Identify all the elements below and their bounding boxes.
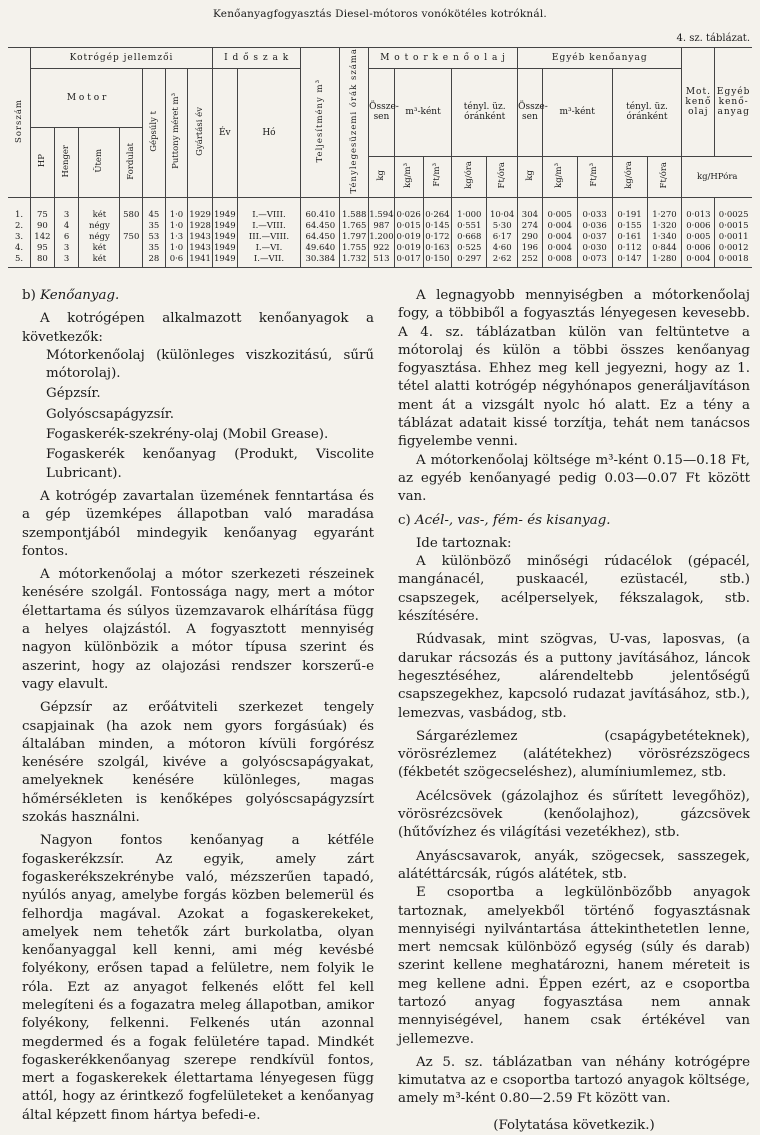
- header-ho: Hó: [237, 69, 301, 198]
- table-cell: 922: [369, 243, 395, 254]
- table-cell: 1·0: [165, 221, 188, 232]
- table-cell: 0·033: [577, 197, 612, 221]
- table-cell: 1949: [212, 197, 237, 221]
- table-cell: 1·270: [647, 197, 682, 221]
- header-m3kent: m³-ként: [394, 69, 452, 157]
- header-egyeb: Egyéb kenőanyag: [518, 48, 682, 69]
- table-cell: 2·62: [487, 254, 518, 268]
- table-cell: 28: [143, 254, 166, 268]
- table-number: 4. sz. táblázat.: [676, 33, 750, 44]
- table-cell: 0·036: [577, 221, 612, 232]
- table-cell: 10·04: [487, 197, 518, 221]
- table-cell: 513: [369, 254, 395, 268]
- table-cell: 3: [54, 197, 79, 221]
- table-cell: 274: [518, 221, 543, 232]
- table-cell: 1949: [212, 254, 237, 268]
- header-idoszak: I d ő s z a k: [212, 48, 300, 69]
- table-cell: 0·668: [452, 232, 487, 243]
- table-cell: III.—VIII.: [237, 232, 301, 243]
- paragraph: Gépzsír az erőátviteli szerkezet tengely csapjainak (ha azok nem gyors forgásúak) és általában minden, a mótoron kívüli forgórész kenésére szolgál, kivéve a golyóscsapágyakat, amelyeknek kenésére különleges, magas hőmérsékleten is kenőképes golyóscsapágyzsírt szokás használni.: [22, 700, 374, 826]
- table-row: [8, 197, 752, 221]
- unit-kgm3-2: kg/m³: [542, 156, 577, 197]
- header-motorkenoolaj: M o t o r k e n ő o l a j: [369, 48, 518, 69]
- table-cell: 0·037: [577, 232, 612, 243]
- table-cell: 0·015: [394, 221, 423, 232]
- table-cell: 1.732: [340, 254, 369, 268]
- table-cell: 0·147: [612, 254, 647, 268]
- paragraph: Nagyon fontos kenőanyag a kétféle fogaskerékzsír. Az egyik, amely zárt fogaskerékszekrénybe való, mézszerűen tapadó, nyúlós anyag, amelybe forgás közben belemerül és felhordja magával. Azokat a fogaskerekeket, amelyek nem tehetők zárt burkolatba, olyan kenőanyaggal kell kenni, ami még kevésbé folyékony, erősen tapad a felületre, nem folyik le róla. Ezt az anyagot felkenés előtt fel kell melegíteni és a fogazatra meleg állapotban, amikor folyékony, felkenni. Felkenés után azonnal megdermed és a fogak felületére tapad. Mindkét fogaskerékkenőanyag szerepe rendkívül fontos, mert a fogaskerekek élettartama lényegesen függ attól, hogy az érintkező fogfelületeket a kenőanyag által képzett finom hártya befedi-e.: [22, 833, 374, 1123]
- header-ossze2: Össze-sen: [518, 69, 543, 157]
- unit-kgora-2: kg/óra: [612, 156, 647, 197]
- table-cell: 252: [518, 254, 543, 268]
- table-row: [8, 254, 752, 268]
- list-item: Gépzsír.: [46, 386, 101, 402]
- header-gyartasi: Gyártási év: [188, 69, 213, 198]
- table-cell: 0·161: [612, 232, 647, 243]
- unit-kg-2: kg: [518, 156, 543, 197]
- paragraph: Anyáscsavarok, anyák, szögecsek, sasszegek, alátéttárcsák, rúgós alátétek, stb.: [398, 848, 750, 882]
- table-cell: 30.384: [301, 254, 340, 268]
- table-title: Kenőanyagfogyasztás Diesel-mótoros vonókötéles kotróknál.: [213, 8, 547, 20]
- table-cell: 1943: [189, 243, 211, 253]
- paragraph: A kotrógépen alkalmazott kenőanyagok a következők:: [22, 311, 374, 345]
- table-cell: 1·3: [165, 232, 188, 243]
- table-cell: két: [79, 243, 120, 254]
- table-cell: 0·0012: [715, 243, 752, 254]
- table-cell: 1·0: [165, 197, 188, 221]
- table-cell: 1.594: [369, 197, 395, 221]
- header-puttony: Puttony méret m³: [165, 69, 188, 198]
- table-cell: 6·17: [487, 232, 518, 243]
- table-cell: 1.797: [340, 232, 369, 243]
- table-cell: 80: [31, 254, 55, 268]
- table-cell: 0·172: [423, 232, 452, 243]
- right-text-column: [398, 287, 750, 1135]
- unit-kg-1: kg: [369, 156, 395, 197]
- table-body: [8, 197, 752, 267]
- header-sorszam: Sorszám: [8, 48, 31, 197]
- table-cell: 4·60: [487, 243, 518, 254]
- table-cell: 0·6: [165, 254, 188, 268]
- list-item: Fogaskerék-szekrény-olaj (Mobil Grease).: [46, 427, 329, 443]
- header-fordulat: Fordulat: [120, 128, 143, 197]
- table-cell: [120, 221, 143, 232]
- header-m3kent2: m³-ként: [542, 69, 612, 157]
- lubricant-consumption-table: [8, 48, 752, 268]
- table-cell: 1949: [213, 243, 236, 253]
- table-row: [8, 221, 752, 232]
- table-cell: 1·280: [647, 254, 682, 268]
- table-cell: 0·030: [577, 243, 612, 254]
- table-cell: 1·0: [165, 243, 188, 254]
- table-cell: [120, 254, 143, 268]
- table-cell: 0·004: [542, 243, 577, 254]
- table-cell: 0·019: [394, 243, 423, 254]
- table-cell: 0·264: [423, 197, 452, 221]
- section-b-heading: b) Kenőanyag.: [22, 288, 120, 303]
- list-item: Mótorkenőolaj (különleges viszkozitású, sűrű mótorolaj).: [46, 347, 374, 382]
- paragraph: A legnagyobb mennyiségben a mótorkenőolaj fogy, a többiből a fogyasztás lényegesen kevesebb. A 4. sz. táblázatban külön van feltüntetve a mótorolaj és külön a többi összes kenőanyag fogyasztása. Ehhez meg kell jegyezni, hogy az 1. tétel alatti kotrógép négyhónapos generáljavításon ment át a vizsgált nyolc hó alatt. Ez a tény a táblázat adatait kissé torzítja, tehát nem tanácsos figyelembe venni.: [398, 288, 750, 450]
- table-cell: 2.: [14, 221, 24, 231]
- table-cell: 1949: [213, 232, 236, 242]
- paragraph: Az 5. sz. táblázatban van néhány kotrógépre kimutatva az e csoportba tartozó anyagok költsége, amely m³-ként 0.80—2.59 Ft között van.: [398, 1054, 750, 1107]
- table-cell: 60.410: [301, 197, 340, 221]
- header-kotrogep: Kotrógép jellemzői: [31, 48, 213, 69]
- unit-ftm3-2: Ft/m³: [577, 156, 612, 197]
- table-cell: 142: [31, 232, 55, 243]
- header-uzemora: Ténylegesüzemi órák száma: [340, 48, 369, 197]
- table-cell: négy: [79, 232, 120, 243]
- unit-kgora-1: kg/óra: [452, 156, 487, 197]
- table-cell: I.—VII.: [237, 254, 301, 268]
- header-teljesitmeny: Teljesítmény m³: [301, 48, 340, 197]
- table-cell: 0·297: [452, 254, 487, 268]
- table-cell: 1.588: [340, 197, 369, 221]
- table-cell: 0·004: [542, 232, 577, 243]
- table-cell: 0·017: [394, 254, 423, 268]
- table-cell: 0·008: [542, 254, 577, 268]
- table-cell: 1.755: [340, 243, 369, 254]
- paragraph: A mótorkenőolaj költsége m³-ként 0.15—0.18 Ft, az egyéb kenőanyagé pedig 0.03—0.07 Ft között van.: [398, 452, 750, 505]
- table-cell: 0·073: [577, 254, 612, 268]
- table-cell: 0·191: [612, 197, 647, 221]
- table-cell: 1943: [189, 232, 211, 242]
- header-ev: Év: [212, 69, 237, 198]
- unit-kghpora: kg/HPóra: [682, 156, 752, 197]
- header-henger: Henger: [54, 128, 79, 197]
- unit-ftora-2: Ft/óra: [647, 156, 682, 197]
- table-cell: 45: [143, 197, 166, 221]
- table-cell: 0·150: [423, 254, 452, 268]
- table-cell: 5.: [8, 254, 31, 268]
- table-cell: 6: [54, 232, 79, 243]
- header-tenyl2: tényl. üz. óránként: [612, 69, 682, 157]
- table-cell: 0·005: [682, 232, 715, 243]
- table-cell: 0·145: [423, 221, 452, 232]
- table-cell: 1·340: [647, 232, 682, 243]
- table-cell: 0·163: [423, 243, 452, 254]
- table-cell: 35: [143, 243, 166, 254]
- table-cell: 95: [31, 243, 55, 254]
- table-cell: 1·320: [647, 221, 682, 232]
- table-cell: négy: [79, 221, 120, 232]
- table-cell: 75: [31, 197, 55, 221]
- table-cell: 0·006: [682, 243, 715, 254]
- table-cell: 49.640: [301, 243, 340, 254]
- table-cell: 196: [518, 243, 543, 254]
- table-cell: 0·004: [542, 221, 577, 232]
- table-cell: 1.: [14, 210, 24, 220]
- table-cell: 0·005: [542, 197, 577, 221]
- header-gepsuly: Gépsúly t: [143, 69, 166, 198]
- table-row: [8, 232, 752, 243]
- paragraph: Sárgarézlemez (csapágybetéteknek), vörösrézlemez (alátétekhez) vörösrézszögecs (fékbetét szögecseléshez), alumíniumlemez, stb.: [398, 728, 750, 781]
- table-cell: 1941: [188, 254, 213, 268]
- paragraph: E csoportba a legkülönbözőbb anyagok tartoznak, amelyekből történő fogyasztásnak mennyiségi nyilvántartása áttekinthetetlen lenne, mert nemcsak különböző egység (súly és darab) szerint kellene meghatározni, hanem méreteit is meg kellene adni. Éppen ezért, az e csoportba tartozó anyag fogyasztása nem annak mennyiségével, hanem csak értékével van jellemezve.: [398, 885, 750, 1047]
- table-cell: 3: [54, 243, 79, 254]
- table-cell: 0·013: [682, 197, 715, 221]
- table-cell: két: [79, 254, 120, 268]
- table-cell: 1.200: [369, 232, 394, 242]
- unit-ftora-1: Ft/óra: [487, 156, 518, 197]
- table-cell: 64.450: [301, 232, 340, 243]
- table-cell: 0·006: [682, 221, 715, 232]
- table-cell: 0·525: [452, 243, 487, 254]
- table-cell: 580: [120, 197, 143, 221]
- table-cell: 0·019: [394, 232, 423, 243]
- table-cell: 3: [54, 254, 79, 268]
- list-item: Golyóscsapágyzsír.: [46, 406, 174, 422]
- paragraph: Acélcsövek (gázolajhoz és sűrített levegőhöz), vörösrézcsövek (kenőolajhoz), gázcsövek (hűtővízhez és világítási vezetékhez), stb.: [398, 788, 750, 841]
- table-cell: 1.765: [340, 221, 369, 232]
- table-cell: 0·0025: [715, 197, 752, 221]
- table-cell: 1·000: [452, 197, 487, 221]
- table-cell: 4: [54, 221, 79, 232]
- table-cell: 4.: [14, 243, 24, 253]
- section-c-heading: c) Acél-, vas-, fém- és kisanyag.: [398, 512, 611, 528]
- header-tenyl: tényl. üz. óránként: [452, 69, 518, 157]
- table-cell: 53: [143, 232, 166, 243]
- table-cell: 0·844: [647, 243, 682, 254]
- table-cell: 1929: [188, 197, 213, 221]
- table-cell: 1949: [213, 221, 236, 231]
- left-text-column: [22, 287, 374, 1125]
- unit-kgm3-1: kg/m³: [394, 156, 423, 197]
- table-cell: 0·155: [612, 221, 647, 232]
- table-cell: 3.: [14, 232, 24, 242]
- table-cell: 987: [369, 221, 395, 232]
- table-cell: 35: [143, 221, 166, 232]
- table-cell: 0·026: [394, 197, 423, 221]
- header-motor: M o t o r: [31, 69, 143, 128]
- header-utem: Ütem: [79, 128, 120, 197]
- continued-note: (Folytatása következik.): [493, 1117, 655, 1133]
- table-cell: 0·004: [682, 254, 715, 268]
- table-cell: I.—VI.: [237, 243, 301, 254]
- table-cell: 304: [518, 197, 543, 221]
- header-osszesen: Össze-sen: [369, 69, 395, 157]
- table-row: [8, 243, 752, 254]
- table-cell: 1928: [189, 221, 211, 231]
- table-cell: I.—VIII.: [237, 221, 301, 232]
- table-cell: két: [79, 197, 120, 221]
- table-cell: 64.450: [301, 221, 340, 232]
- table-cell: 0·112: [612, 243, 647, 254]
- list-item: Fogaskerék kenőanyag (Produkt, Viscolite Lubricant).: [46, 447, 374, 481]
- table-cell: 290: [518, 232, 543, 243]
- paragraph: A különböző minőségi rúdacélok (gépacél, mangánacél, puskaacél, ezüstacél, stb.) csapszegek, acélperselyek, fékszalagok, stb. készítésére.: [398, 554, 750, 625]
- paragraph: A kotrógép zavartalan üzemének fenntartása és a gép üzemképes állapotban való maradása szempontjából mindegyik kenőanyag egyaránt fontos.: [22, 488, 374, 559]
- paragraph: A mótorkenőolaj a mótor szerkezeti részeinek kenésére szolgál. Fontossága nagy, mert a mótor élettartama és súlyos üzemzavarok elhárítása függ a helyes olajzástól. A fogyasztott mennyiség nagyon különbözik a mótor típusa szerint és aszerint, hogy az olajozási rendszer korszerű-e vagy elavult.: [22, 567, 374, 692]
- table-cell: 0·0011: [715, 232, 752, 243]
- header-egyeb-keno: Egyéb kenő-anyag: [715, 48, 752, 156]
- table-cell: 90: [31, 221, 55, 232]
- table-cell: 0·0015: [715, 221, 752, 232]
- header-hp: HP: [31, 128, 55, 197]
- header-mot: Mot. kenő olaj: [682, 48, 715, 156]
- paragraph: Ide tartoznak:: [416, 535, 512, 551]
- table-cell: 5·30: [487, 221, 518, 232]
- table-cell: I.—VIII.: [237, 197, 301, 221]
- paragraph: Rúdvasak, mint szögvas, U-vas, laposvas, (a darukar rácsozás és a puttony javításához, láncok hegesztéséhez, alárendeltebb jelentőségű csapszegekhez, kapcsoló rudazat javításához, stb.), lemezvas, vasbádog, stb.: [398, 632, 750, 721]
- unit-ftm3-1: Ft/m³: [423, 156, 452, 197]
- table-cell: [120, 243, 143, 254]
- table-cell: 750: [120, 232, 143, 243]
- table-cell: 0·551: [452, 221, 487, 232]
- table-cell: 0·0018: [715, 254, 752, 268]
